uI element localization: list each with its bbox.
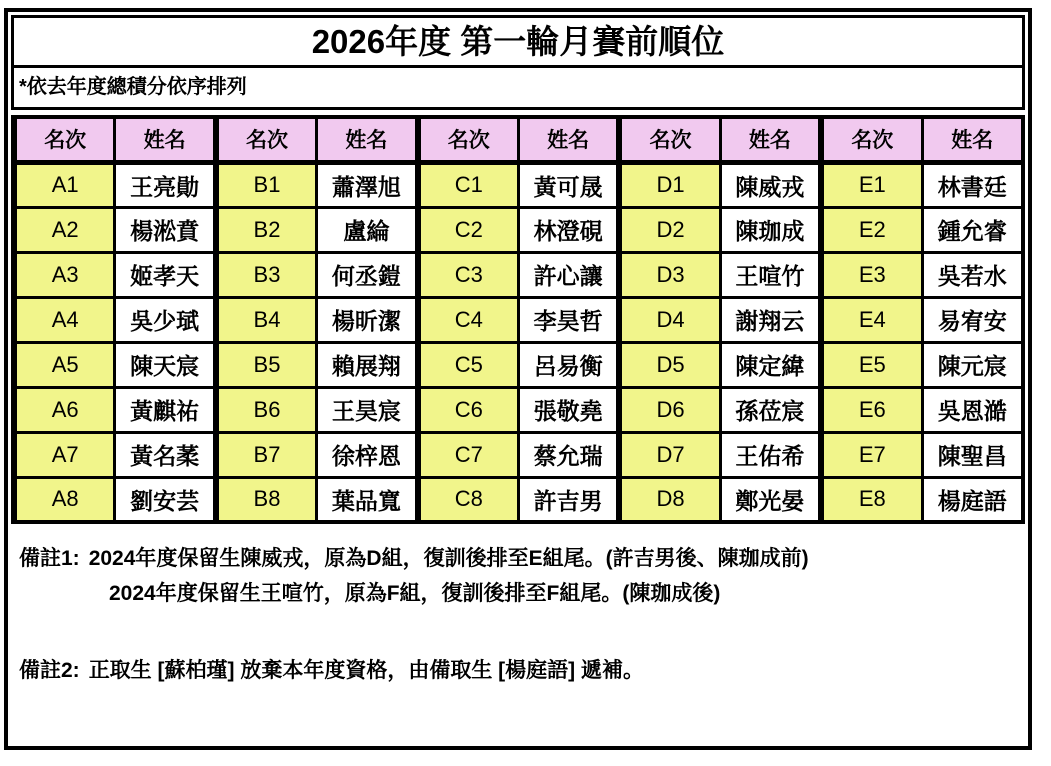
name-cell-D8: 鄭光晏 (720, 477, 821, 522)
name-header-group-C: 姓名 (518, 117, 619, 162)
note1-line1 (19, 541, 1018, 576)
rank-cell-B5: B5 (216, 342, 317, 387)
rank-cell-B2: B2 (216, 207, 317, 252)
rank-cell-B4: B4 (216, 297, 317, 342)
rank-cell-C3: C3 (418, 252, 519, 297)
rank-cell-E8: E8 (821, 477, 922, 522)
name-cell-B7: 徐梓恩 (317, 432, 418, 477)
rank-cell-A3: A3 (14, 252, 115, 297)
rank-cell-A6: A6 (14, 387, 115, 432)
name-cell-D7: 王佑希 (720, 432, 821, 477)
table-row (14, 207, 1023, 252)
rank-cell-C8: C8 (418, 477, 519, 522)
name-cell-E1: 林書廷 (922, 162, 1023, 207)
rank-cell-E5: E5 (821, 342, 922, 387)
rank-cell-D1: D1 (619, 162, 720, 207)
note2-text: 正取生 [蘇柏瑾] 放棄本年度資格，由備取生 [楊庭語] 遞補。 (88, 659, 644, 682)
name-cell-E5: 陳元宸 (922, 342, 1023, 387)
rank-cell-D8: D8 (619, 477, 720, 522)
rank-cell-D7: D7 (619, 432, 720, 477)
rank-cell-D6: D6 (619, 387, 720, 432)
rank-cell-C6: C6 (418, 387, 519, 432)
name-cell-D3: 王喧竹 (720, 252, 821, 297)
table-row (14, 252, 1023, 297)
rank-cell-D4: D4 (619, 297, 720, 342)
name-cell-A6: 黃麒祐 (115, 387, 216, 432)
name-cell-D5: 陳定緯 (720, 342, 821, 387)
rank-header-group-A: 名次 (14, 117, 115, 162)
rank-cell-D2: D2 (619, 207, 720, 252)
rank-cell-B8: B8 (216, 477, 317, 522)
rank-cell-C5: C5 (418, 342, 519, 387)
ranking-table (11, 115, 1025, 524)
note1-label: 備註1: (19, 547, 80, 570)
page-title: 2026年度 第一輪月賽前順位 (11, 15, 1025, 68)
name-cell-B8: 葉品寬 (317, 477, 418, 522)
name-cell-C1: 黃可晟 (518, 162, 619, 207)
header-row (14, 117, 1023, 162)
name-cell-C4: 李昊哲 (518, 297, 619, 342)
notes-section (8, 524, 1028, 688)
table-body (14, 162, 1023, 522)
name-header-group-A: 姓名 (115, 117, 216, 162)
rank-cell-B6: B6 (216, 387, 317, 432)
name-cell-C3: 許心讓 (518, 252, 619, 297)
rank-header-group-B: 名次 (216, 117, 317, 162)
rank-cell-B1: B1 (216, 162, 317, 207)
name-cell-C7: 蔡允瑞 (518, 432, 619, 477)
rank-cell-A5: A5 (14, 342, 115, 387)
name-cell-D1: 陳威戎 (720, 162, 821, 207)
table-row (14, 477, 1023, 522)
name-cell-B5: 賴展翔 (317, 342, 418, 387)
outer-frame (4, 8, 1032, 750)
rank-cell-A2: A2 (14, 207, 115, 252)
rank-cell-E3: E3 (821, 252, 922, 297)
rank-cell-C1: C1 (418, 162, 519, 207)
table-header (14, 117, 1023, 162)
name-cell-C6: 張敬堯 (518, 387, 619, 432)
rank-cell-E2: E2 (821, 207, 922, 252)
name-cell-A5: 陳天宸 (115, 342, 216, 387)
note2-label: 備註2: (19, 659, 80, 682)
name-header-group-D: 姓名 (720, 117, 821, 162)
name-cell-D2: 陳珈成 (720, 207, 821, 252)
name-cell-B4: 楊昕潔 (317, 297, 418, 342)
rank-cell-A8: A8 (14, 477, 115, 522)
name-cell-B1: 蕭澤旭 (317, 162, 418, 207)
name-cell-E3: 吳若水 (922, 252, 1023, 297)
name-header-group-B: 姓名 (317, 117, 418, 162)
name-cell-C5: 呂易衡 (518, 342, 619, 387)
name-cell-C2: 林澄硯 (518, 207, 619, 252)
table-row (14, 297, 1023, 342)
table-row (14, 162, 1023, 207)
rank-cell-E1: E1 (821, 162, 922, 207)
rank-header-group-C: 名次 (418, 117, 519, 162)
name-cell-A7: 黃名葇 (115, 432, 216, 477)
note1-text-line1: 2024年度保留生陳威戎，原為D組，復訓後排至E組尾。(許吉男後、陳珈成前) (88, 547, 809, 570)
rank-cell-E4: E4 (821, 297, 922, 342)
name-cell-D4: 謝翔云 (720, 297, 821, 342)
rank-cell-E6: E6 (821, 387, 922, 432)
rank-cell-A4: A4 (14, 297, 115, 342)
rank-header-group-E: 名次 (821, 117, 922, 162)
rank-cell-C2: C2 (418, 207, 519, 252)
rank-cell-B3: B3 (216, 252, 317, 297)
table-row (14, 387, 1023, 432)
name-header-group-E: 姓名 (922, 117, 1023, 162)
table-row (14, 342, 1023, 387)
name-cell-E7: 陳聖昌 (922, 432, 1023, 477)
name-cell-A8: 劉安芸 (115, 477, 216, 522)
note1-line2 (19, 576, 1018, 611)
name-cell-E4: 易宥安 (922, 297, 1023, 342)
rank-cell-A1: A1 (14, 162, 115, 207)
rank-header-group-D: 名次 (619, 117, 720, 162)
page-subtitle: *依去年度總積分依序排列 (11, 68, 1025, 110)
note2-line (19, 653, 1018, 688)
name-cell-E2: 鍾允睿 (922, 207, 1023, 252)
name-cell-A3: 姬孝天 (115, 252, 216, 297)
rank-cell-B7: B7 (216, 432, 317, 477)
note1-text-line2: 2024年度保留生王喧竹，原為F組，復訓後排至F組尾。(陳珈成後) (109, 582, 721, 605)
name-cell-A1: 王亮勛 (115, 162, 216, 207)
name-cell-D6: 孫莅宸 (720, 387, 821, 432)
rank-cell-C7: C7 (418, 432, 519, 477)
name-cell-A2: 楊淞賁 (115, 207, 216, 252)
name-cell-A4: 吳少珷 (115, 297, 216, 342)
rank-cell-E7: E7 (821, 432, 922, 477)
name-cell-B2: 盧綸 (317, 207, 418, 252)
rank-cell-C4: C4 (418, 297, 519, 342)
rank-cell-D5: D5 (619, 342, 720, 387)
rank-cell-D3: D3 (619, 252, 720, 297)
name-cell-E6: 吳恩澔 (922, 387, 1023, 432)
table-row (14, 432, 1023, 477)
rank-cell-A7: A7 (14, 432, 115, 477)
name-cell-E8: 楊庭語 (922, 477, 1023, 522)
name-cell-C8: 許吉男 (518, 477, 619, 522)
name-cell-B3: 何丞鎧 (317, 252, 418, 297)
name-cell-B6: 王昊宸 (317, 387, 418, 432)
